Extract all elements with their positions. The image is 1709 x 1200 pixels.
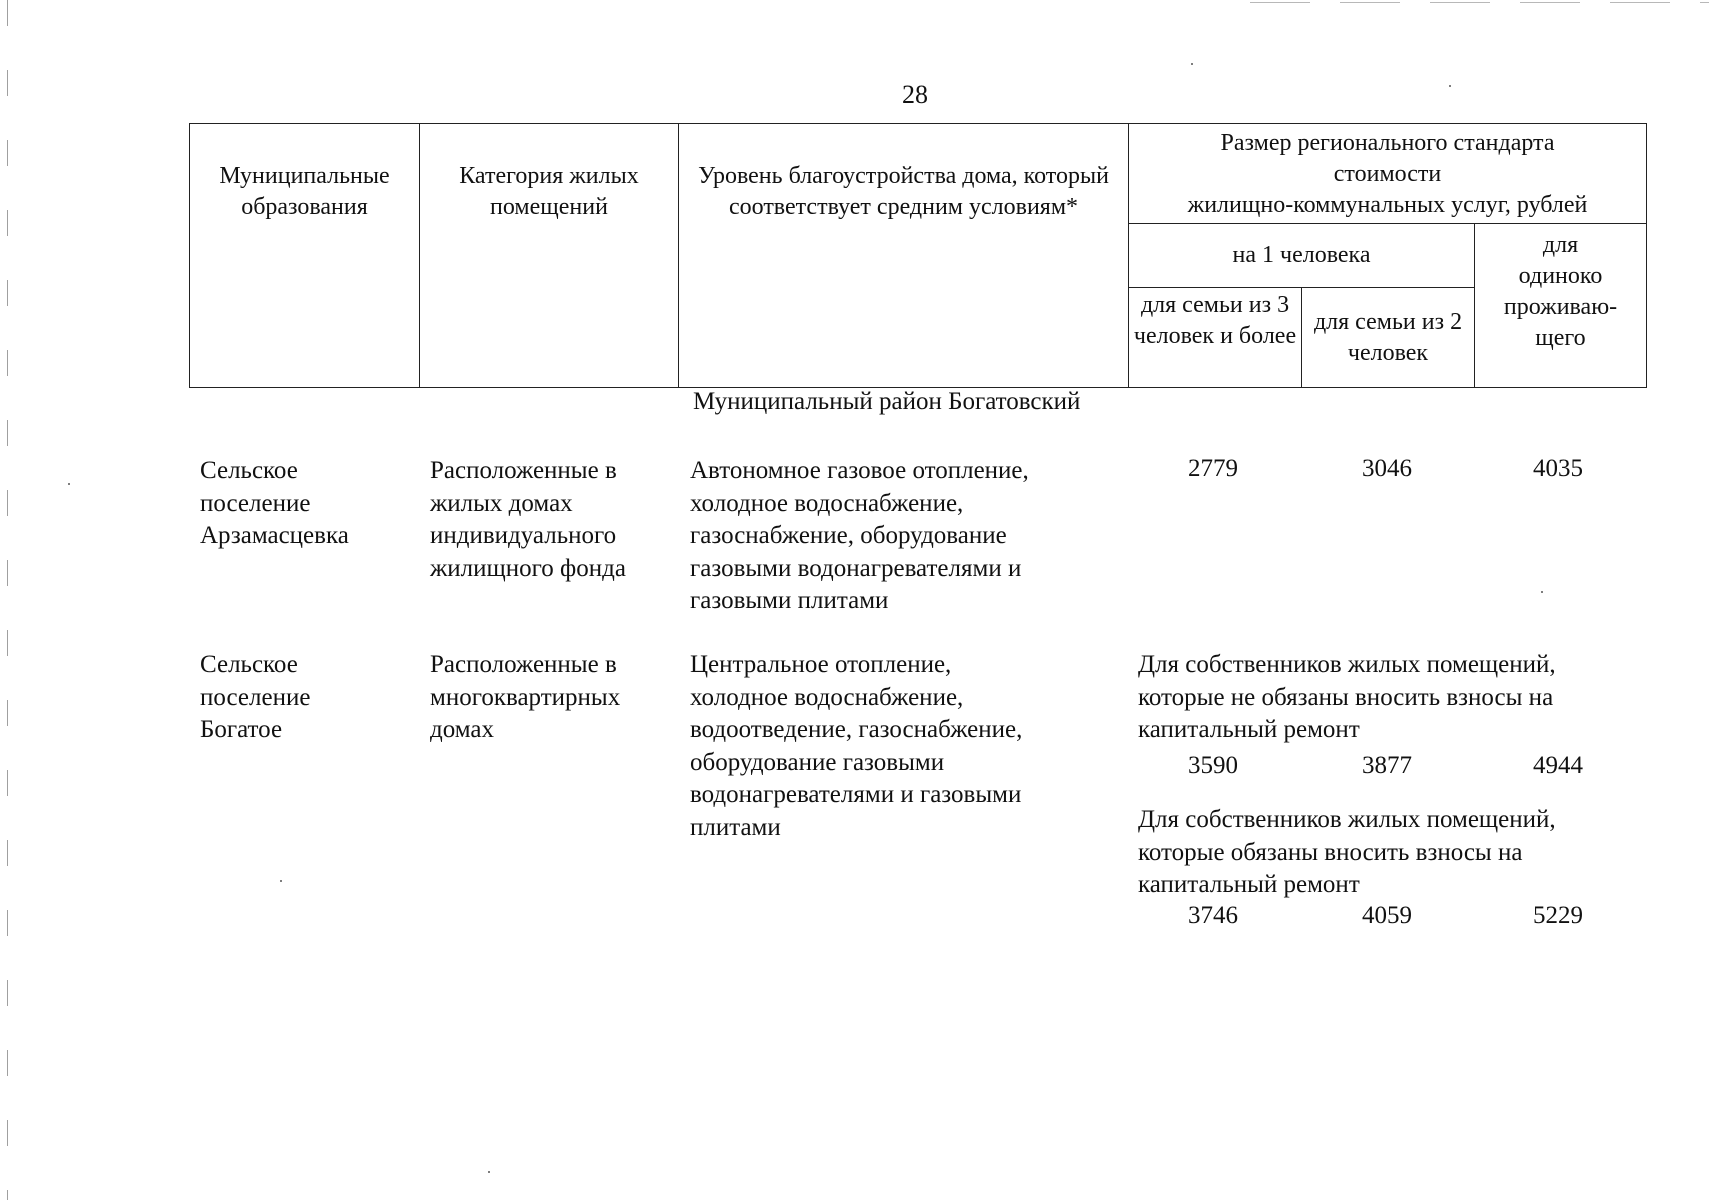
scan-speck [280, 880, 282, 882]
row1-value-family2: 3046 [1362, 455, 1412, 482]
scan-speck [1541, 591, 1543, 593]
row2-obliged-family2: 4059 [1362, 902, 1412, 929]
scan-speck [1191, 63, 1193, 65]
header-family2: для семьи из 2 человек [1302, 288, 1475, 388]
scan-edge-top [1250, 2, 1709, 3]
header-single-line: щего [1535, 325, 1586, 351]
header-table [189, 123, 1647, 388]
scan-edge-left [7, 0, 8, 1200]
row2-not-obliged-family2: 3877 [1362, 752, 1412, 779]
row2-not-obliged-family3: 3590 [1188, 752, 1238, 779]
scan-speck [68, 483, 70, 485]
page-number: 28 [902, 80, 928, 109]
row1-category: Расположенные в жилых домах индивидуального жилищного фонда [430, 457, 626, 582]
header-category: Категория жилых помещений [420, 124, 679, 388]
header-single [1475, 224, 1647, 388]
row2-obliged-single: 5229 [1533, 902, 1583, 929]
row2-note-not-obliged: Для собственников жилых помещений, которые не обязаны вносить взносы на капитальный ремонт [1138, 651, 1556, 743]
header-standard [1129, 124, 1647, 224]
header-single-line: для [1542, 232, 1579, 258]
header-standard-line: Размер регионального стандарта [1220, 130, 1555, 156]
row2-note-obliged: Для собственников жилых помещений, которые обязаны вносить взносы на капитальный ремонт [1138, 806, 1556, 898]
header-family3: для семьи из 3 человек и более [1129, 288, 1302, 388]
header-single-line: одиноко [1518, 263, 1603, 289]
section-title: Муниципальный район Богатовский [693, 388, 1081, 415]
row2-category: Расположенные в многоквартирных домах [430, 651, 621, 743]
header-municipal: Муниципальные образования [190, 124, 420, 388]
header-single-line: проживаю- [1503, 294, 1618, 320]
scan-speck [488, 1171, 490, 1173]
row1-level: Автономное газовое отопление, холодное водоснабжение, газоснабжение, оборудование газовыми водонагревателями и газовыми плитами [690, 457, 1029, 614]
row2-municipality: Сельское поселение Богатое [200, 651, 311, 743]
row2-obliged-family3: 3746 [1188, 902, 1238, 929]
header-per-person: на 1 человека [1129, 224, 1475, 288]
row2-level: Центральное отопление, холодное водоснабжение, водоотведение, газоснабжение, оборудование газовыми водонагревателями и газовыми плитами [690, 651, 1023, 841]
header-standard-line: стоимости [1333, 161, 1442, 187]
row1-value-family3: 2779 [1188, 455, 1238, 482]
header-standard-line: жилищно-коммунальных услуг, рублей [1187, 192, 1588, 218]
row1-value-single: 4035 [1533, 455, 1583, 482]
row1-municipality: Сельское поселение Арзамасцевка [200, 457, 349, 549]
row2-not-obliged-single: 4944 [1533, 752, 1583, 779]
header-level: Уровень благоустройства дома, который соответствует средним условиям* [679, 124, 1129, 388]
